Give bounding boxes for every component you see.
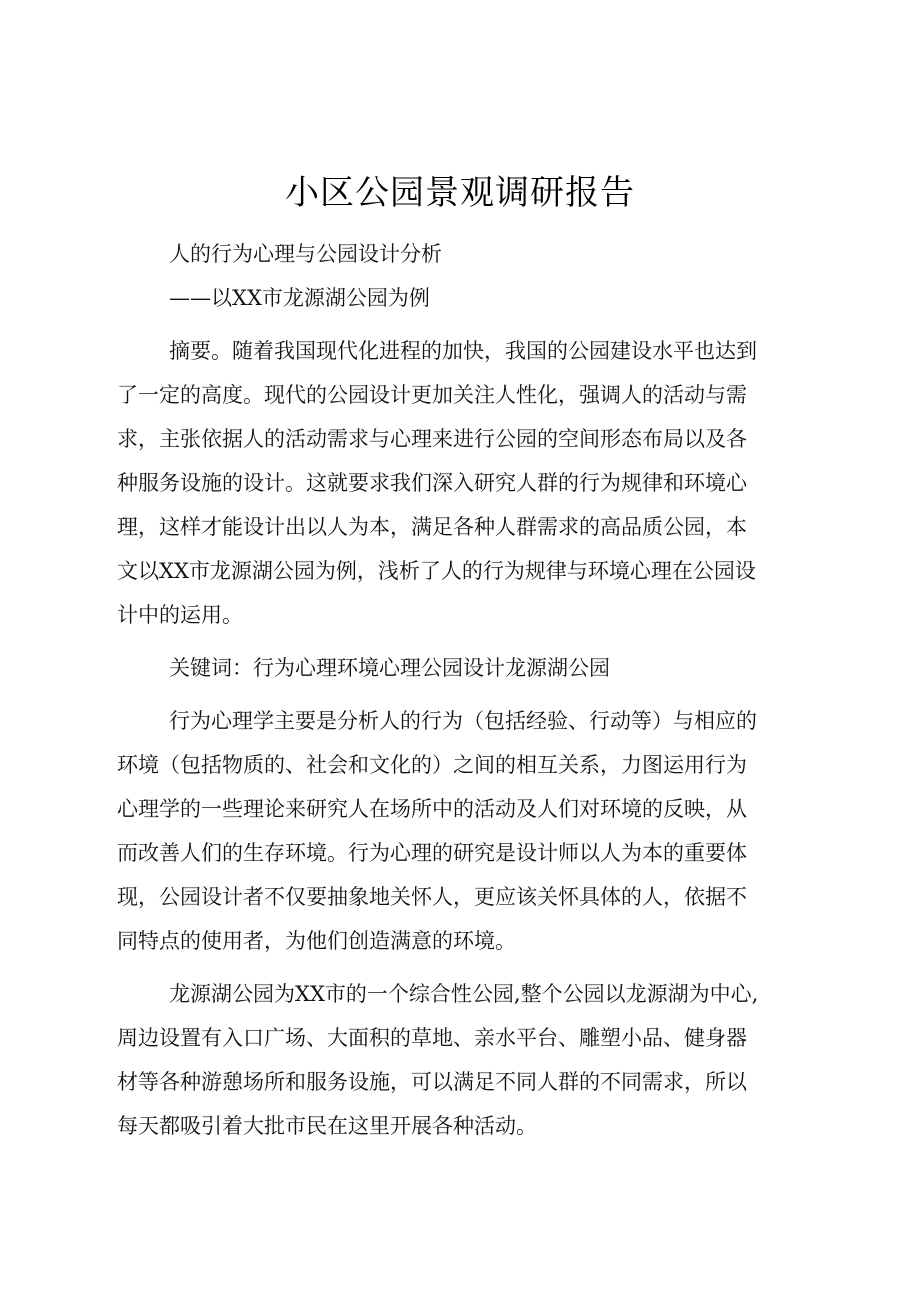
paragraph-line: 环境（包括物质的、社会和文化的）之间的相互关系，力图运用行为 (117, 753, 747, 777)
document-title: 小区公园景观调研报告 (285, 173, 635, 213)
paragraph-line: 行为心理学主要是分析人的行为（包括经验、行动等）与相应的 (169, 709, 757, 733)
paragraph-line: 心理学的一些理论来研究人在场所中的活动及人们对环境的反映，从 (117, 797, 747, 821)
paragraph-line: 同特点的使用者，为他们创造满意的环境。 (117, 929, 516, 953)
paragraph-line: 计中的运用。 (117, 603, 243, 627)
paragraph-line: 龙源湖公园为XX市的一个综合性公园,整个公园以龙源湖为中心, (169, 982, 759, 1006)
paragraph-line: 了一定的高度。现代的公园设计更加关注人性化，强调人的活动与需 (117, 383, 747, 407)
paragraph-line: 每天都吸引着大批市民在这里开展各种活动。 (117, 1114, 537, 1138)
keywords-paragraph (117, 646, 817, 690)
subtitle-case-study: ——以XX市龙源湖公园为例 (169, 286, 430, 310)
document-body (117, 232, 817, 1148)
paragraph-line: 现，公园设计者不仅要抽象地关怀人，更应该关怀具体的人，依据不 (117, 885, 747, 909)
subtitle: 人的行为心理与公园设计分析 (169, 242, 442, 266)
paragraph-line: 而改善人们的生存环境。行为心理的研究是设计师以人为本的重要体 (117, 841, 747, 865)
paragraph-line: 周边设置有入口广场、大面积的草地、亲水平台、雕塑小品、健身器 (117, 1026, 747, 1050)
body-paragraph-behavior (117, 699, 817, 963)
keywords-line: 关键词：行为心理环境心理公园设计龙源湖公园 (169, 656, 610, 680)
abstract-paragraph (117, 329, 817, 637)
paragraph-line: 种服务设施的设计。这就要求我们深入研究人群的行为规律和环境心 (117, 471, 747, 495)
body-paragraph-park (117, 972, 817, 1148)
paragraph-line: 文以XX市龙源湖公园为例，浅析了人的行为规律与环境心理在公园设 (117, 559, 756, 583)
paragraph-line: 摘要。随着我国现代化进程的加快，我国的公园建设水平也达到 (169, 339, 757, 363)
paragraph-line: 求，主张依据人的活动需求与心理来进行公园的空间形态布局以及各 (117, 427, 747, 451)
paragraph-line: 材等各种游憩场所和服务设施，可以满足不同人群的不同需求，所以 (117, 1070, 747, 1094)
paragraph-line: 理，这样才能设计出以人为本，满足各种人群需求的高品质公园，本 (117, 515, 747, 539)
